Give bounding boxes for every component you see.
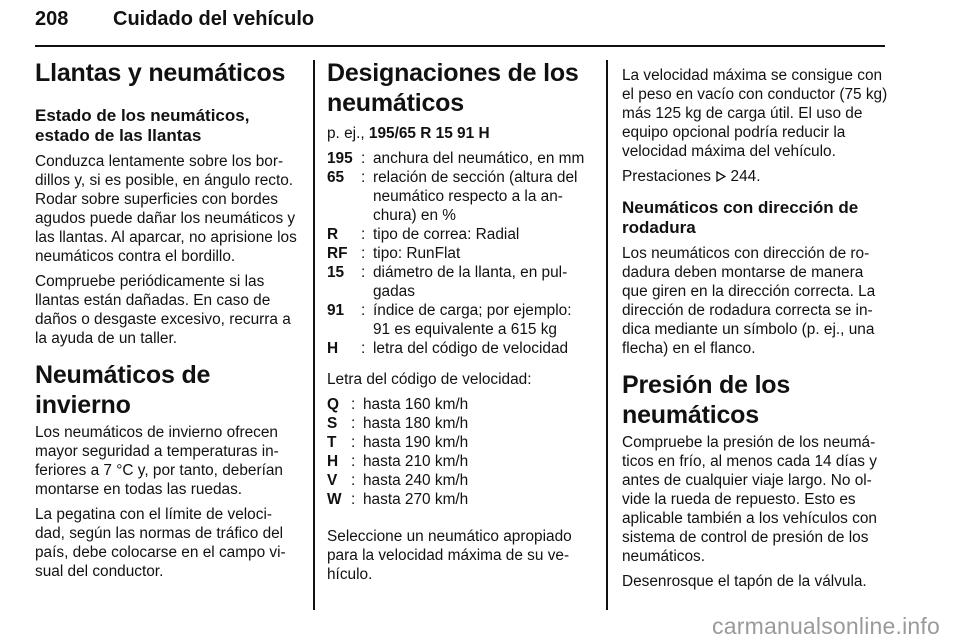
def-term: 15 (327, 264, 345, 281)
def-desc: índice de carga; por ejemplo: 91 es equivalente a 615 kg (373, 302, 572, 338)
page-number: 208 (35, 8, 69, 30)
def-term: 91 (327, 302, 345, 319)
column-2 (327, 58, 592, 584)
def-sep: : (361, 169, 366, 186)
paragraph: La velocidad máxima se consigue con el peso en vacío con conductor (75 kg) más 125 kg de carga útil. El uso de equipo opcional podría reducir la velocidad máxima del vehículo. (622, 67, 888, 160)
speed-code-intro: Letra del código de velocidad: (327, 371, 532, 388)
speed-desc: hasta 180 km/h (363, 415, 469, 432)
page-section-title: Cuidado del vehículo (113, 8, 315, 30)
speed-code-list (327, 395, 592, 509)
column-3 (622, 58, 888, 591)
column-divider-1 (313, 60, 315, 610)
speed-desc: hasta 240 km/h (363, 472, 469, 489)
paragraph: Los neumáticos con dirección de ro-dadura deben montarse de manera que giren en la dirección correcta. La dirección de rodadura correcta se in-dica mediante un símbolo (p. ej., una flecha) en el flanco. (622, 245, 876, 357)
paragraph: Compruebe periódicamente si las llantas están dañadas. En caso de daños o desgaste excesivo, recurra a la ayuda de un taller. (35, 273, 291, 347)
speed-term: S (327, 415, 338, 432)
example-line (327, 124, 592, 143)
speed-term: V (327, 472, 338, 489)
example-value: 195/65 R 15 91 H (368, 125, 490, 142)
cross-reference (622, 167, 888, 186)
def-sep: : (361, 150, 366, 167)
section-title-presion: Presión de los neumáticos (622, 371, 791, 429)
example-prefix: p. ej., (327, 125, 369, 142)
designation-list (327, 149, 592, 358)
def-term: 65 (327, 169, 345, 186)
page-reference-triangle-icon[interactable] (715, 168, 726, 179)
def-term: R (327, 226, 339, 243)
def-desc: anchura del neumático, en mm (373, 150, 585, 167)
column-1 (35, 58, 300, 581)
speed-term: Q (327, 396, 339, 413)
def-term: 195 (327, 150, 353, 167)
ref-page: 244. (726, 168, 761, 185)
speed-desc: hasta 210 km/h (363, 453, 469, 470)
speed-sep: : (351, 491, 356, 508)
subsection-title-direccion: Neumáticos con dirección de rodadura (622, 198, 859, 237)
speed-term: T (327, 434, 337, 451)
def-sep: : (361, 340, 366, 357)
def-desc: tipo: RunFlat (373, 245, 461, 262)
def-sep: : (361, 245, 366, 262)
section-title-llantas: Llantas y neumáticos (35, 59, 286, 87)
speed-term: H (327, 453, 339, 470)
speed-sep: : (351, 415, 356, 432)
paragraph: Compruebe la presión de los neumá-ticos en frío, al menos cada 14 días y antes de cualquier viaje largo. No ol-vide la rueda de repuesto. Esto es aplicable también a los vehículos con sistema de control de presión de los neumáticos. (622, 434, 877, 565)
watermark-text: carmanualsonline.info (712, 613, 940, 639)
speed-desc: hasta 190 km/h (363, 434, 469, 451)
def-sep: : (361, 264, 366, 281)
speed-sep: : (351, 434, 356, 451)
def-desc: diámetro de la llanta, en pul-gadas (373, 264, 568, 300)
speed-sep: : (351, 453, 356, 470)
subsection-title-estado: Estado de los neumáticos, estado de las llantas (35, 106, 250, 145)
def-sep: : (361, 302, 366, 319)
def-desc: letra del código de velocidad (373, 340, 569, 357)
ref-label: Prestaciones (622, 168, 716, 185)
speed-desc: hasta 270 km/h (363, 491, 469, 508)
section-title-designaciones: Designaciones de los neumáticos (327, 59, 579, 117)
def-sep: : (361, 226, 366, 243)
header-rule (35, 45, 885, 47)
paragraph: Los neumáticos de invierno ofrecen mayor seguridad a temperaturas in-feriores a 7 °C y, por tanto, deberían montarse en todas las ruedas. (35, 424, 283, 498)
def-term: H (327, 340, 339, 357)
def-term: RF (327, 245, 348, 262)
def-desc: tipo de correa: Radial (373, 226, 520, 243)
column-divider-2 (606, 60, 608, 610)
page-header (35, 4, 885, 44)
paragraph: Desenrosque el tapón de la válvula. (622, 573, 867, 590)
speed-desc: hasta 160 km/h (363, 396, 469, 413)
paragraph: Conduzca lentamente sobre los bor-dillos y, si es posible, en ángulo recto. Rodar sobre superficies con bordes agudos puede dañar los neumáticos y las llantas. Al aparcar, no aprisione los neumáticos contra el bordillo. (35, 153, 297, 265)
speed-sep: : (351, 472, 356, 489)
paragraph: Seleccione un neumático apropiado para la velocidad máxima de su ve-hículo. (327, 528, 572, 583)
speed-term: W (327, 491, 342, 508)
paragraph: La pegatina con el límite de veloci-dad, según las normas de tráfico del país, debe colocarse en el campo vi-sual del conductor. (35, 506, 286, 580)
def-desc: relación de sección (altura del neumático respecto a la an-chura) en % (373, 169, 578, 224)
speed-sep: : (351, 396, 356, 413)
section-title-invierno: Neumáticos de invierno (35, 361, 211, 419)
